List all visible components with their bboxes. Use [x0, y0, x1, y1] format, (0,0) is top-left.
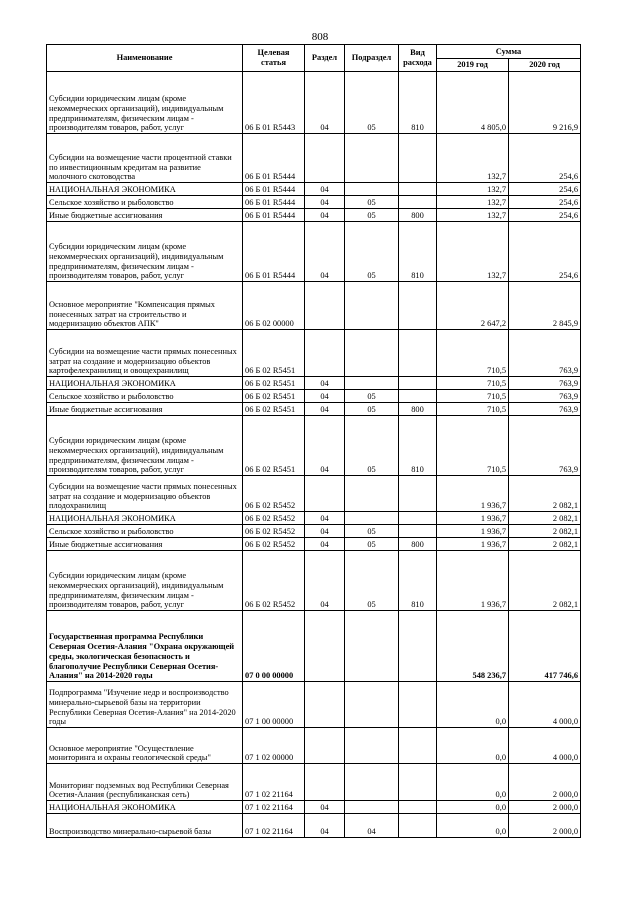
- table-row: [47, 801, 581, 814]
- row-name-cell: Субсидии юридическим лицам (кроме некоммерческих организаций), индивидуальным предпринимателям, физическим лицам - производителям товаров, работ, услуг: [47, 416, 243, 476]
- row-sum-2019-cell: 132,7: [437, 196, 509, 209]
- row-target-article-cell: 06 Б 02 R5452: [243, 538, 305, 551]
- row-subsection-cell: 05: [345, 416, 399, 476]
- row-sum-2019-cell: 0,0: [437, 728, 509, 764]
- row-subsection-cell: [345, 134, 399, 183]
- row-section-cell: 04: [305, 183, 345, 196]
- row-sum-2020-cell: 4 000,0: [509, 682, 581, 728]
- row-section-cell: [305, 330, 345, 377]
- row-expense-type-cell: 800: [399, 403, 437, 416]
- table-row: [47, 416, 581, 476]
- table-row: [47, 222, 581, 282]
- table-row: [47, 183, 581, 196]
- row-expense-type-cell: [399, 611, 437, 682]
- table-row: [47, 764, 581, 801]
- table-row: [47, 403, 581, 416]
- row-expense-type-cell: [399, 282, 437, 330]
- row-target-article-cell: 06 Б 01 R5444: [243, 196, 305, 209]
- row-sum-2019-cell: 2 647,2: [437, 282, 509, 330]
- table-row: [47, 196, 581, 209]
- row-name-cell: НАЦИОНАЛЬНАЯ ЭКОНОМИКА: [47, 377, 243, 390]
- table-row: [47, 390, 581, 403]
- header-name: Наименование: [47, 45, 243, 72]
- page-number: 808: [311, 31, 329, 43]
- row-sum-2020-cell: 254,6: [509, 196, 581, 209]
- row-name-cell: Иные бюджетные ассигнования: [47, 209, 243, 222]
- row-expense-type-cell: [399, 183, 437, 196]
- row-sum-2020-cell: 2 000,0: [509, 814, 581, 838]
- row-sum-2019-cell: 0,0: [437, 801, 509, 814]
- row-name-cell: Субсидии на возмещение части прямых понесенных затрат на создание и модернизацию объектов картофелехранилищ и овощехранилищ: [47, 330, 243, 377]
- row-name-cell: НАЦИОНАЛЬНАЯ ЭКОНОМИКА: [47, 512, 243, 525]
- row-expense-type-cell: [399, 196, 437, 209]
- row-subsection-cell: [345, 682, 399, 728]
- row-target-article-cell: 07 1 00 00000: [243, 682, 305, 728]
- row-section-cell: [305, 134, 345, 183]
- row-target-article-cell: 06 Б 02 R5452: [243, 512, 305, 525]
- row-section-cell: [305, 728, 345, 764]
- header-section: Раздел: [305, 45, 345, 72]
- row-sum-2020-cell: 254,6: [509, 222, 581, 282]
- row-expense-type-cell: [399, 764, 437, 801]
- row-sum-2019-cell: 1 936,7: [437, 476, 509, 512]
- row-sum-2019-cell: 132,7: [437, 183, 509, 196]
- row-section-cell: 04: [305, 538, 345, 551]
- row-name-cell: Сельское хозяйство и рыболовство: [47, 196, 243, 209]
- row-expense-type-cell: [399, 525, 437, 538]
- row-sum-2019-cell: 710,5: [437, 403, 509, 416]
- row-sum-2019-cell: 1 936,7: [437, 551, 509, 611]
- row-target-article-cell: 06 Б 02 R5451: [243, 403, 305, 416]
- row-sum-2020-cell: 2 082,1: [509, 476, 581, 512]
- row-expense-type-cell: [399, 476, 437, 512]
- row-section-cell: 04: [305, 814, 345, 838]
- row-subsection-cell: [345, 611, 399, 682]
- header-subsection: Подраздел: [345, 45, 399, 72]
- row-subsection-cell: 05: [345, 403, 399, 416]
- row-sum-2020-cell: 763,9: [509, 330, 581, 377]
- row-expense-type-cell: [399, 377, 437, 390]
- row-target-article-cell: 06 Б 01 R5444: [243, 183, 305, 196]
- row-sum-2020-cell: 763,9: [509, 377, 581, 390]
- row-expense-type-cell: 810: [399, 222, 437, 282]
- row-name-cell: Мониторинг подземных вод Республики Северная Осетия-Алания (республиканская сеть): [47, 764, 243, 801]
- row-section-cell: 04: [305, 512, 345, 525]
- row-sum-2019-cell: 710,5: [437, 416, 509, 476]
- row-sum-2020-cell: 763,9: [509, 403, 581, 416]
- row-sum-2019-cell: 4 805,0: [437, 72, 509, 134]
- row-expense-type-cell: [399, 801, 437, 814]
- table-row: [47, 377, 581, 390]
- row-subsection-cell: 05: [345, 196, 399, 209]
- row-subsection-cell: 05: [345, 551, 399, 611]
- row-subsection-cell: [345, 512, 399, 525]
- row-subsection-cell: 05: [345, 72, 399, 134]
- row-subsection-cell: 05: [345, 222, 399, 282]
- row-target-article-cell: 06 Б 02 R5451: [243, 416, 305, 476]
- table-row: [47, 728, 581, 764]
- row-subsection-cell: [345, 282, 399, 330]
- row-subsection-cell: [345, 183, 399, 196]
- row-section-cell: 04: [305, 222, 345, 282]
- budget-table: [46, 44, 581, 838]
- header-sum: Сумма: [437, 45, 581, 59]
- row-sum-2020-cell: 9 216,9: [509, 72, 581, 134]
- row-target-article-cell: 07 1 02 21164: [243, 764, 305, 801]
- row-target-article-cell: 07 1 02 21164: [243, 801, 305, 814]
- table-row: [47, 611, 581, 682]
- row-sum-2019-cell: 0,0: [437, 814, 509, 838]
- row-subsection-cell: 04: [345, 814, 399, 838]
- row-expense-type-cell: [399, 390, 437, 403]
- row-target-article-cell: 06 Б 02 R5452: [243, 525, 305, 538]
- row-name-cell: Субсидии юридическим лицам (кроме некоммерческих организаций), индивидуальным предпринимателям, физическим лицам - производителям товаров, работ, услуг: [47, 222, 243, 282]
- row-sum-2020-cell: 2 082,1: [509, 551, 581, 611]
- row-sum-2020-cell: 2 082,1: [509, 525, 581, 538]
- row-name-cell: Подпрограмма "Изучение недр и воспроизводство минерально-сырьевой базы на территории Республики Северная Осетия-Алания" на 2014-2020 годы: [47, 682, 243, 728]
- row-sum-2020-cell: 763,9: [509, 416, 581, 476]
- row-target-article-cell: 06 Б 01 R5444: [243, 134, 305, 183]
- row-target-article-cell: 07 0 00 00000: [243, 611, 305, 682]
- row-section-cell: 04: [305, 196, 345, 209]
- row-section-cell: [305, 682, 345, 728]
- row-section-cell: 04: [305, 377, 345, 390]
- row-expense-type-cell: [399, 728, 437, 764]
- row-name-cell: Субсидии на возмещение части процентной ставки по инвестиционным кредитам на развитие молочного скотоводства: [47, 134, 243, 183]
- row-sum-2019-cell: 710,5: [437, 390, 509, 403]
- row-expense-type-cell: [399, 814, 437, 838]
- row-subsection-cell: 05: [345, 525, 399, 538]
- row-sum-2020-cell: 763,9: [509, 390, 581, 403]
- table-row: [47, 134, 581, 183]
- row-target-article-cell: 06 Б 02 00000: [243, 282, 305, 330]
- row-sum-2019-cell: 132,7: [437, 134, 509, 183]
- row-expense-type-cell: 800: [399, 538, 437, 551]
- row-expense-type-cell: [399, 330, 437, 377]
- row-sum-2020-cell: 2 000,0: [509, 801, 581, 814]
- row-sum-2019-cell: 0,0: [437, 682, 509, 728]
- row-sum-2020-cell: 4 000,0: [509, 728, 581, 764]
- row-subsection-cell: 05: [345, 209, 399, 222]
- row-sum-2019-cell: 132,7: [437, 209, 509, 222]
- row-target-article-cell: 06 Б 02 R5451: [243, 390, 305, 403]
- row-subsection-cell: [345, 728, 399, 764]
- row-target-article-cell: 06 Б 02 R5451: [243, 377, 305, 390]
- row-section-cell: 04: [305, 403, 345, 416]
- row-subsection-cell: [345, 801, 399, 814]
- row-sum-2020-cell: 2 082,1: [509, 538, 581, 551]
- header-year-2020: 2020 год: [509, 59, 581, 72]
- row-section-cell: 04: [305, 525, 345, 538]
- row-sum-2019-cell: 1 936,7: [437, 512, 509, 525]
- row-subsection-cell: [345, 476, 399, 512]
- row-section-cell: 04: [305, 390, 345, 403]
- row-section-cell: [305, 282, 345, 330]
- table-row: [47, 682, 581, 728]
- row-section-cell: [305, 476, 345, 512]
- row-sum-2020-cell: 2 845,9: [509, 282, 581, 330]
- row-target-article-cell: 06 Б 02 R5452: [243, 551, 305, 611]
- row-subsection-cell: [345, 330, 399, 377]
- row-section-cell: 04: [305, 209, 345, 222]
- table-row: [47, 525, 581, 538]
- row-sum-2020-cell: 2 000,0: [509, 764, 581, 801]
- row-section-cell: 04: [305, 416, 345, 476]
- row-subsection-cell: 05: [345, 538, 399, 551]
- row-expense-type-cell: [399, 134, 437, 183]
- row-target-article-cell: 06 Б 01 R5444: [243, 209, 305, 222]
- table-row: [47, 814, 581, 838]
- table-row: [47, 551, 581, 611]
- row-target-article-cell: 06 Б 01 R5443: [243, 72, 305, 134]
- row-expense-type-cell: [399, 512, 437, 525]
- row-name-cell: Государственная программа Республики Северная Осетия-Алания "Охрана окружающей среды, экологическая безопасность и благополучие Республики Северная Осетия-Алания" на 2014-2020 годы: [47, 611, 243, 682]
- row-expense-type-cell: 810: [399, 72, 437, 134]
- table-body: [47, 72, 581, 838]
- row-sum-2019-cell: 548 236,7: [437, 611, 509, 682]
- row-name-cell: НАЦИОНАЛЬНАЯ ЭКОНОМИКА: [47, 183, 243, 196]
- row-target-article-cell: 06 Б 01 R5444: [243, 222, 305, 282]
- table-row: [47, 209, 581, 222]
- table-row: [47, 512, 581, 525]
- header-expense-type: Вид расхода: [399, 45, 437, 72]
- table-row: [47, 72, 581, 134]
- row-name-cell: Иные бюджетные ассигнования: [47, 403, 243, 416]
- row-section-cell: [305, 611, 345, 682]
- row-name-cell: Воспроизводство минерально-сырьевой базы: [47, 814, 243, 838]
- table-row: [47, 538, 581, 551]
- row-name-cell: Основное мероприятие "Осуществление мониторинга и охраны геологической среды": [47, 728, 243, 764]
- row-section-cell: 04: [305, 801, 345, 814]
- row-sum-2020-cell: 254,6: [509, 134, 581, 183]
- row-sum-2020-cell: 417 746,6: [509, 611, 581, 682]
- header-year-2019: 2019 год: [437, 59, 509, 72]
- row-section-cell: 04: [305, 72, 345, 134]
- row-expense-type-cell: 800: [399, 209, 437, 222]
- row-name-cell: НАЦИОНАЛЬНАЯ ЭКОНОМИКА: [47, 801, 243, 814]
- table-row: [47, 476, 581, 512]
- row-sum-2019-cell: 132,7: [437, 222, 509, 282]
- row-sum-2019-cell: 710,5: [437, 377, 509, 390]
- row-name-cell: Субсидии юридическим лицам (кроме некоммерческих организаций), индивидуальным предпринимателям, физическим лицам - производителям товаров, работ, услуг: [47, 72, 243, 134]
- row-subsection-cell: [345, 764, 399, 801]
- table-row: [47, 330, 581, 377]
- row-expense-type-cell: [399, 682, 437, 728]
- row-sum-2020-cell: 2 082,1: [509, 512, 581, 525]
- row-name-cell: Основное мероприятие "Компенсация прямых понесенных затрат на строительство и модернизацию объектов АПК": [47, 282, 243, 330]
- row-name-cell: Сельское хозяйство и рыболовство: [47, 390, 243, 403]
- row-sum-2020-cell: 254,6: [509, 183, 581, 196]
- row-sum-2019-cell: 1 936,7: [437, 525, 509, 538]
- header-target-article: Целевая статья: [243, 45, 305, 72]
- row-name-cell: Субсидии на возмещение части прямых понесенных затрат на создание и модернизацию объектов плодохранилищ: [47, 476, 243, 512]
- row-target-article-cell: 07 1 02 00000: [243, 728, 305, 764]
- row-name-cell: Субсидии юридическим лицам (кроме некоммерческих организаций), индивидуальным предпринимателям, физическим лицам - производителям товаров, работ, услуг: [47, 551, 243, 611]
- table-row: [47, 282, 581, 330]
- row-subsection-cell: [345, 377, 399, 390]
- row-expense-type-cell: 810: [399, 551, 437, 611]
- row-sum-2019-cell: 1 936,7: [437, 538, 509, 551]
- row-sum-2019-cell: 0,0: [437, 764, 509, 801]
- row-name-cell: Сельское хозяйство и рыболовство: [47, 525, 243, 538]
- row-name-cell: Иные бюджетные ассигнования: [47, 538, 243, 551]
- row-section-cell: 04: [305, 551, 345, 611]
- row-sum-2019-cell: 710,5: [437, 330, 509, 377]
- row-expense-type-cell: 810: [399, 416, 437, 476]
- row-target-article-cell: 06 Б 02 R5451: [243, 330, 305, 377]
- row-target-article-cell: 07 1 02 21164: [243, 814, 305, 838]
- row-section-cell: [305, 764, 345, 801]
- row-subsection-cell: 05: [345, 390, 399, 403]
- row-target-article-cell: 06 Б 02 R5452: [243, 476, 305, 512]
- row-sum-2020-cell: 254,6: [509, 209, 581, 222]
